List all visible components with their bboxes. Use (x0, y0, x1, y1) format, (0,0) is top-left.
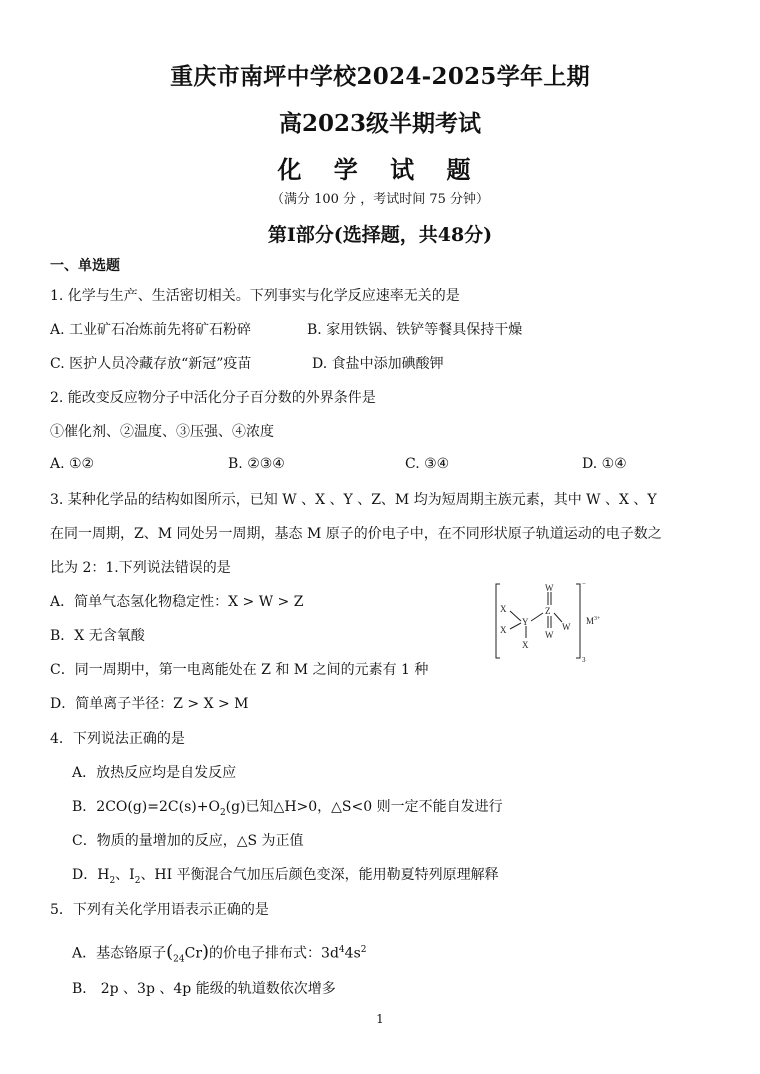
q3-stem-line2: 在同一周期，Z、M 同处另一周期，基态 M 原子的价电子中，在不同形状原子轨道运动的电子数之 (50, 526, 662, 542)
fig-atom-y: Y (522, 617, 529, 627)
fig-atom-w-right: W (562, 622, 571, 632)
q4-option-d-mid: 、I (115, 867, 135, 883)
q3-structure-figure (490, 580, 620, 662)
fig-atom-x-lower: X (500, 625, 507, 635)
page-number: 1 (376, 1012, 384, 1026)
q5-option-a-sup2: 2 (360, 945, 367, 955)
q5-stem: 5．下列有关化学用语表示正确的是 (50, 902, 269, 918)
q4-option-d-pre: D．H (72, 867, 110, 883)
section-heading: 一、单选题 (50, 258, 120, 274)
q5-element: Cr (184, 945, 203, 962)
fig-bracket-charge: − (582, 580, 586, 588)
q4-option-d-post: 、HI 平衡混合气加压后颜色变深，能用勒夏特列原理解释 (140, 867, 499, 883)
q4-option-b-post: (g)已知△H>0，△S<0 则一定不能自发进行 (225, 799, 503, 815)
q5-paren-close: ) (202, 941, 210, 963)
exam-title: 高2023级半期考试 (278, 110, 481, 137)
q2-stem: 2. 能改变反应物分子中活化分子百分数的外界条件是 (50, 390, 376, 406)
fig-atom-x-upper: X (500, 604, 507, 614)
q3-stem-line1: 3. 某种化学品的结构如图所示，已知 W 、X 、Y 、Z、M 均为短周期主族元素，其中 W 、X 、Y (50, 492, 657, 508)
q1-stem: 1. 化学与生产、生活密切相关。下列事实与化学反应速率无关的是 (50, 288, 460, 304)
q4-option-d-sub1: 2 (109, 875, 116, 886)
fig-atom-w-top: W (545, 583, 554, 593)
q5-option-a (72, 940, 366, 969)
q3-stem-line3: 比为 2：1.下列说法错误的是 (50, 560, 231, 576)
part-title: 第Ⅰ部分(选择题，共48分) (267, 224, 493, 246)
exam-note: （满分 100 分 ，考试时间 75 分钟） (270, 192, 490, 207)
q5-option-a-sup1: 4 (338, 945, 345, 955)
q4-option-a: A．放热反应均是自发反应 (72, 765, 237, 781)
q2-conditions: ①催化剂、②温度、③压强、④浓度 (50, 424, 274, 440)
q4-stem: 4．下列说法正确的是 (50, 731, 185, 747)
q2-option-a: A. ①② (50, 456, 95, 472)
q2-option-d: D. ①④ (582, 456, 627, 472)
q5-atomic-number: 24 (173, 954, 185, 965)
q5-option-a-pre: A．基态铬原子 (72, 945, 167, 962)
fig-atom-m: M (586, 616, 595, 626)
q3-option-b: B．X 无含氧酸 (50, 628, 145, 644)
q5-paren-open: ( (166, 941, 174, 963)
q5-option-b: B． 2p 、3p 、4p 能级的轨道数依次增多 (72, 981, 336, 997)
q4-option-d (72, 865, 499, 891)
q1-option-d: D. 食盐中添加碘酸钾 (312, 356, 444, 372)
q1-option-c: C. 医护人员冷藏存放“新冠”疫苗 (50, 356, 252, 372)
q4-option-c: C．物质的量增加的反应，△S 为正值 (72, 833, 304, 849)
fig-m-charge: 3+ (594, 616, 601, 622)
q4-option-b (72, 797, 503, 823)
q3-option-a: A．简单气态氢化物稳定性：X > W > Z (50, 594, 304, 610)
q2-option-b: B. ②③④ (228, 456, 285, 472)
school-title: 重庆市南坪中学校2024-2025学年上期 (170, 63, 590, 90)
q2-option-c: C. ③④ (405, 456, 450, 472)
q3-option-c: C．同一周期中，第一电离能处在 Z 和 M 之间的元素有 1 种 (50, 662, 429, 678)
q4-option-b-sub: 2 (219, 807, 226, 818)
q1-option-a: A. 工业矿石冶炼前先将矿石粉碎 (50, 322, 252, 338)
q5-option-a-mid2: 4s (344, 945, 361, 962)
fig-atom-x-bottom: X (522, 640, 529, 650)
q4-option-b-pre: B．2CO(g)=2C(s)+O (72, 799, 220, 815)
fig-atom-w-bottom: W (545, 630, 554, 640)
q4-option-d-sub2: 2 (134, 875, 141, 886)
q1-option-b: B. 家用铁锅、铁铲等餐具保持干燥 (307, 322, 523, 338)
fig-atom-z: Z (545, 606, 551, 616)
fig-bracket-subscript: 3 (582, 656, 586, 662)
q5-option-a-mid: 的价电子排布式：3d (209, 945, 339, 962)
subject-title: 化 学 试 题 (277, 155, 483, 184)
q3-option-d: D．简单离子半径：Z > X > M (50, 696, 249, 712)
